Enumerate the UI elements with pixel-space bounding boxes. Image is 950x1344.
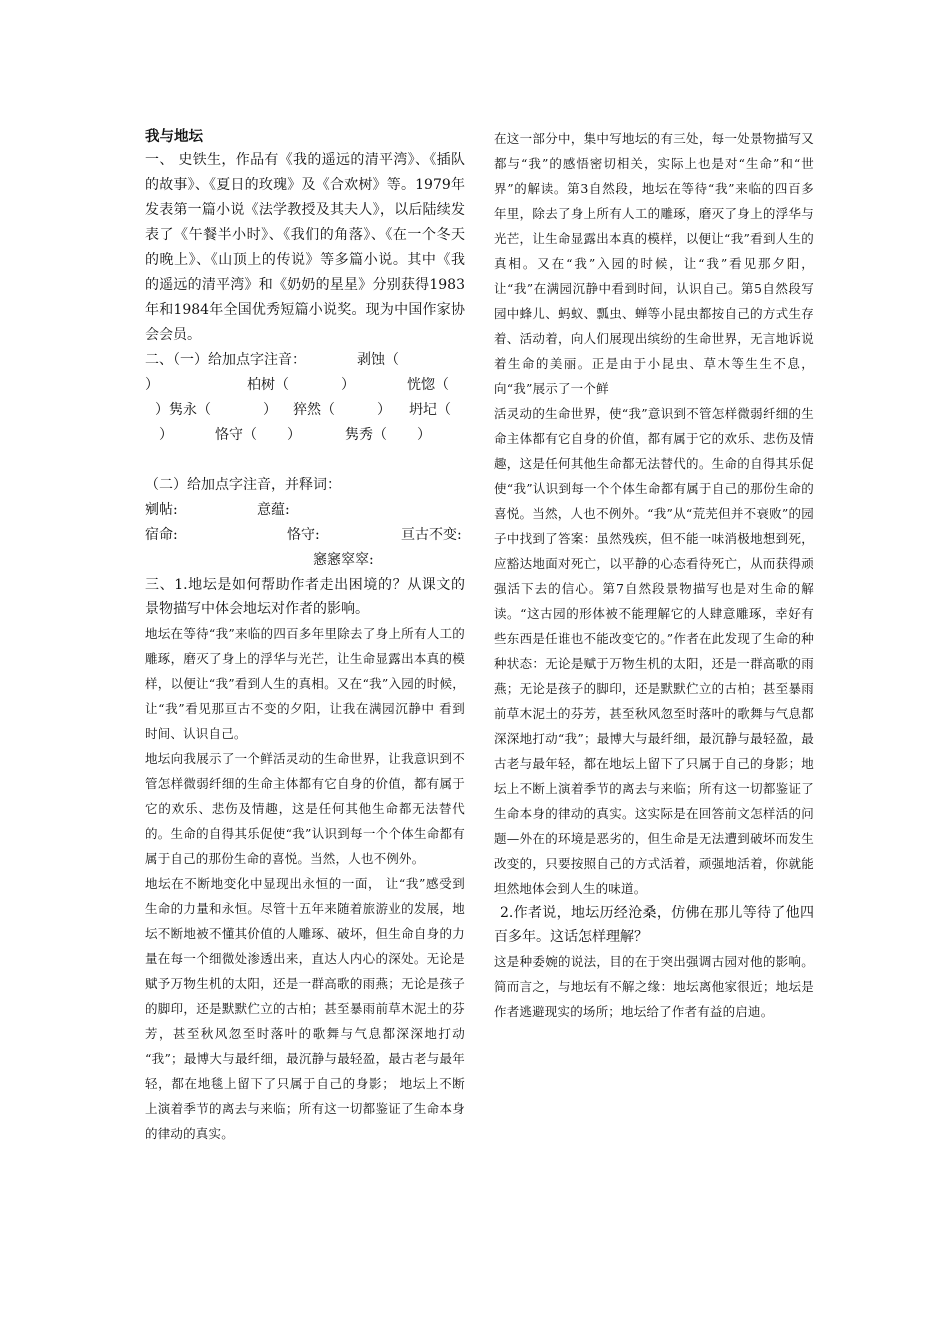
pinyin-row-3 (145, 398, 465, 423)
section2-sub-heading-row (145, 473, 465, 498)
right-column (494, 126, 814, 1024)
answer-1-para-3: 地坛在不断地变化中显现出永恒的一面， 让“我”感受到生命的力量和永恒。尽管十五年来随着旅游业的发展，地坛不断地被不懂其价值的人雕琢、破坏，但生命自身的力量在每一个细微处渗透出来，直达人内心的深处。无论是赋予万物生机的太阳，还是一群高歌的雨燕；无论是孩子的脚印，还是默默伫立的古柏；甚至暴雨前草木泥土的芬芳，甚至秋风忽至时落叶的歌舞与气息都深深地打动 “我”；最博大与最纤细，最沉静与最轻盈，最古老与最年轻，都在地毯上留下了只属于自己的身影； 地坛上不断上演着季节的离去与来临；所有这一切都鉴证了生命本身的律动的真实。 (145, 876, 465, 1141)
question-1: 三、1.地坛是如何帮助作者走出困境的？从课文的景物描写中体会地坛对作者的影响。 (145, 577, 465, 617)
answer-2: 这是种委婉的说法，目的在于突出强调古园对他的影响。简而言之，与地坛有不解之缘：地坛离他家很近；地坛是作者逃避现实的场所；地坛给了作者有益的启迪。 (494, 954, 814, 1019)
paren-close: ） (377, 402, 391, 418)
word-baishu: 柏树（ (247, 377, 289, 393)
author-intro: 一、 史铁生，作品有《我的遥远的清平湾》、《插队的故事》、《夏日的玫瑰》及《合欢树》等。1979年发表第一篇小说《法学教授及其夫人》，以后陆续发表了《午餐半小时》、《我们的角落》、《在一个冬天的晚上》、《山顶上的传说》等多篇小说。其中《我的遥远的清平湾》和《奶奶的星星》分别获得1983年和1984年全国优秀短篇小说奖。现为中国作家协会会员。 (145, 152, 465, 343)
paren-close: ） (341, 377, 355, 393)
answer-1-para-4: 在这一部分中，集中写地坛的有三处，每一处景物描写又都与“我”的感悟密切相关，实际上也是对“生命”和“世界”的解读。第3自然段，地坛在等待“我”来临的四百多年里，除去了身上所有人工的雕琢，磨灭了身上的浮华与光芒，让生命显露出本真的模样，以便让“我”看到人生的真相。又在“我”入园的时候，让“我”看见那夕阳，让“我”在满园沉静中看到时间，认识自己。第5自然段写园中蜂儿、蚂蚁、瓢虫、蝉等小昆虫都按自己的方式生存着、活动着，向人们展现出缤纷的生命世界，无言地诉说着生命的美丽。正是由于小昆虫、草木等生生不息，向“我”展示了一个鲜 (494, 131, 814, 396)
pinyin-row-2 (145, 373, 465, 398)
term-row-1 (145, 498, 465, 523)
answer-1-para-1: 地坛在等待“我”来临的四百多年里除去了身上所有人工的雕琢，磨灭了身上的浮华与光芒，让生命显露出本真的模样，以便让“我”看到人生的真相。又在“我”入园的时候， 让“我”看见那亘古不变的夕阳，让我在满园沉静中 看到时间、认识自己。 (145, 626, 465, 741)
word-juanxiu: 隽秀（ (345, 427, 387, 443)
term-suming: 宿命: (145, 527, 178, 543)
paren-close: ） (159, 427, 173, 443)
left-column (145, 126, 465, 1146)
section2-heading: 二、（一）给加点字注音： (145, 352, 306, 368)
term-yitie: 剜帖: (145, 502, 178, 518)
section2-sub-heading: （二）给加点字注音，并释词： (145, 477, 341, 493)
paren-close: ） (417, 427, 431, 443)
term-xisu: 窸窸窣窣: (313, 552, 374, 568)
answer-1-para-2: 地坛向我展示了一个鲜活灵动的生命世界，让我意识到不管怎样微弱纤细的生命主体都有它自身的价值，都有属于它的欢乐、悲伤及情趣，这是任何其他生命都无法替代的。生命的自得其乐促使“我”认识到每一个个体生命都有属于自己的那份生命的喜悦。当然，人也不例外。 (145, 751, 465, 866)
paren-close: ） (145, 377, 159, 393)
word-juanyong: ）隽永（ (155, 402, 211, 418)
term-row-2 (145, 523, 465, 548)
page-title: 我与地坛 (145, 129, 203, 145)
word-boshi: 剥蚀（ (357, 352, 399, 368)
term-yiyun: 意蕴: (257, 502, 290, 518)
word-tanpi: 坍圮（ (409, 402, 451, 418)
word-curan: 猝然（ (293, 402, 335, 418)
word-huanghu: 恍惚（ (407, 377, 449, 393)
term-row-3 (145, 548, 465, 573)
pinyin-row-1 (145, 348, 465, 373)
term-keshou: 恪守: (287, 527, 320, 543)
paren-close: ） (287, 427, 301, 443)
term-genggu: 亘古不变: (401, 527, 462, 543)
question-2: 2.作者说，地坛历经沧桑，仿佛在那儿等待了他四百多年。这话怎样理解？ (494, 905, 814, 945)
word-keshou: 恪守（ (215, 427, 257, 443)
answer-1-para-5: 活灵动的生命世界，使“我”意识到不管怎样微弱纤细的生命主体都有它自身的价值，都有属于它的欢乐、悲伤及情趣，这是任何其他生命都无法替代的。生命的自得其乐促使“我”认识到每一个个体生命都有属于自己的那份生命的喜悦。当然，人也不例外。“我”从“荒芜但并不衰败”的园子中找到了答案：虽然残疾，但不能一味消极地想到死，应豁达地面对死亡，以平静的心态看待死亡，从而获得顽强活下去的信心。第7自然段景物描写也是对生命的解读。“这古园的形体被不能理解它的人肆意雕琢，幸好有些东西是任谁也不能改变它的。”作者在此发现了生命的种种状态：无论是赋于万物生机的太阳，还是一群高歌的雨燕；无论是孩子的脚印，还是默默伫立的古柏；甚至暴雨前草木泥土的芬芳，甚至秋风忽至时落叶的歌舞与气息都深深地打动“我”；最博大与最纤细，最沉静与最轻盈，最古老与最年轻，都在地坛上留下了只属于自己的身影；地坛上不断上演着季节的离去与来临；所有这一切都鉴证了生命本身的律动的真实。这实际是在回答前文怎样活的问题—外在的环境是恶劣的，但生命是无法遭到破坏而发生改变的，只要按照自己的方式活着，顽强地活着，你就能坦然地体会到人生的味道。 (494, 406, 814, 896)
paren-close: ） (263, 402, 277, 418)
pinyin-row-4 (145, 423, 465, 448)
